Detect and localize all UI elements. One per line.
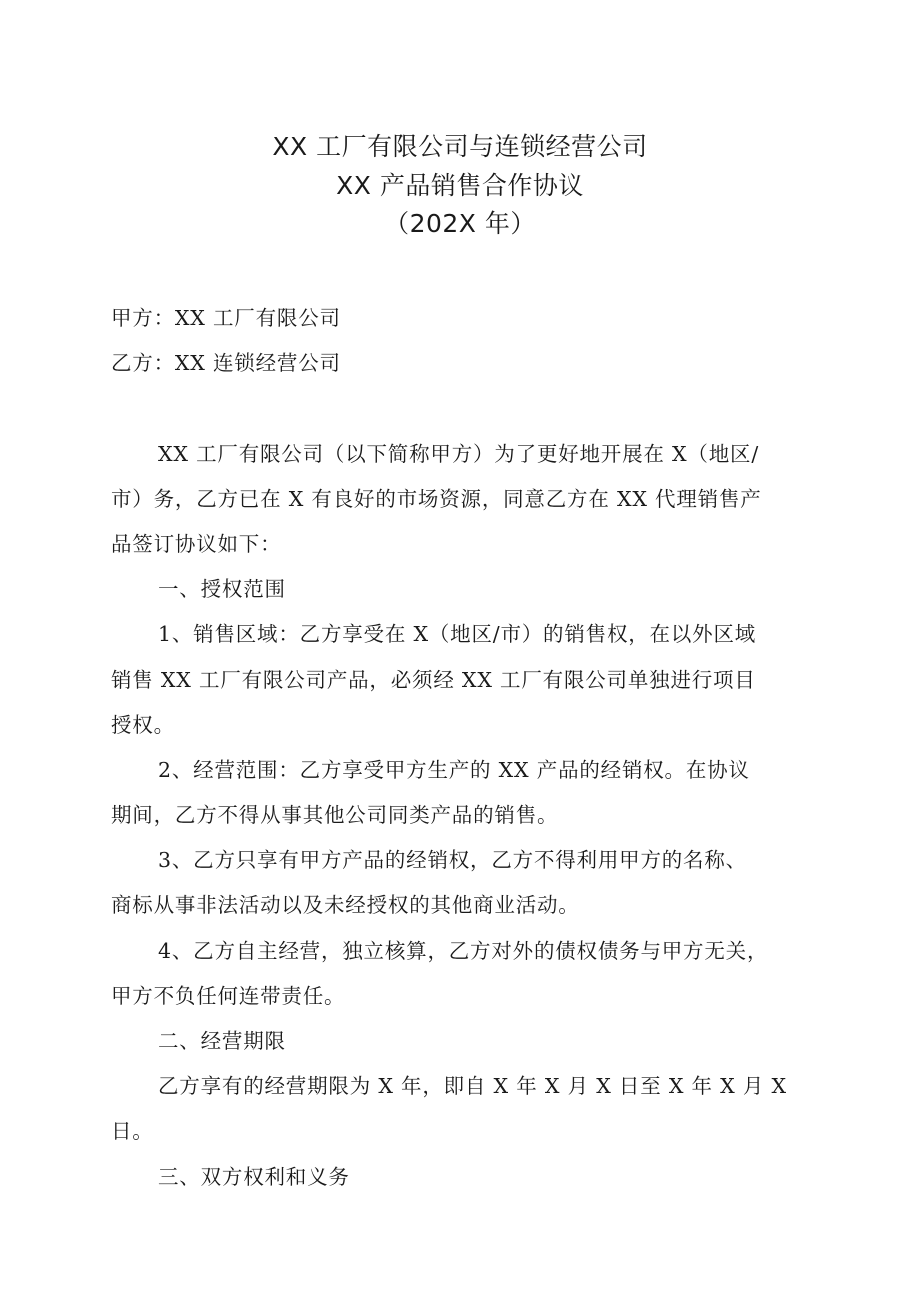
document-title	[0, 128, 920, 244]
clause-2-line: 乙方享有的经营期限为 X 年，即自 X 年 X 月 X 日至 X 年 X 月 X	[158, 1074, 787, 1099]
party-a-line: 甲方：XX 工厂有限公司	[111, 306, 341, 330]
document-body	[111, 296, 811, 1200]
clause-1-1-line: 1、销售区域：乙方享受在 X（地区/市）的销售权，在以外区域	[158, 622, 757, 647]
clause-1-1-line: 授权。	[111, 712, 175, 737]
title-line-1: XX 工厂有限公司与连锁经营公司	[272, 132, 648, 161]
intro-paragraph-line: XX 工厂有限公司（以下简称甲方）为了更好地开展在 X（地区/	[158, 441, 760, 466]
clause-1-2-line: 期间，乙方不得从事其他公司同类产品的销售。	[111, 803, 559, 828]
clause-1-4-line: 甲方不负任何连带责任。	[111, 983, 346, 1008]
clause-1-2-line: 2、经营范围：乙方享受甲方生产的 XX 产品的经销权。在协议	[158, 757, 750, 782]
clause-1-3-line: 3、乙方只享有甲方产品的经销权，乙方不得利用甲方的名称、	[158, 848, 747, 873]
clause-2-line: 日。	[111, 1119, 154, 1144]
party-b-line: 乙方：XX 连锁经营公司	[111, 351, 341, 376]
clause-1-4-line: 4、乙方自主经营，独立核算，乙方对外的债权债务与甲方无关，	[158, 938, 769, 963]
intro-paragraph-line: 市）务，乙方已在 X 有良好的市场资源，同意乙方在 XX 代理销售产	[111, 486, 762, 511]
paragraph-spacer	[111, 386, 811, 431]
clause-1-3-line: 商标从事非法活动以及未经授权的其他商业活动。	[111, 893, 580, 918]
title-line-2: XX 产品销售合作协议	[336, 170, 584, 200]
intro-paragraph-line: 品签订协议如下：	[111, 531, 282, 556]
clause-1-1-line: 销售 XX 工厂有限公司产品，必须经 XX 工厂有限公司单独进行项目	[111, 667, 756, 692]
section-heading-3: 三、双方权利和义务	[158, 1164, 350, 1189]
section-heading-2: 二、经营期限	[158, 1029, 286, 1053]
title-line-3: （202X 年）	[384, 209, 536, 238]
section-heading-1: 一、授权范围	[158, 577, 286, 602]
